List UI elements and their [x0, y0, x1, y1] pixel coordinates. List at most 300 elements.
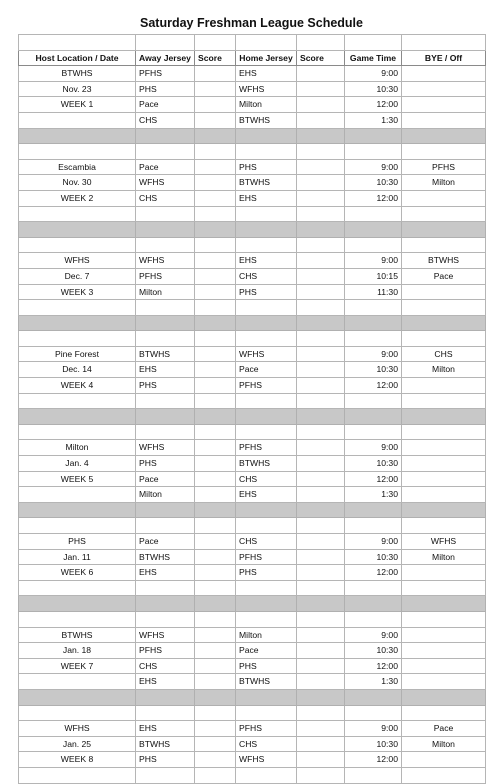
table-row	[19, 175, 486, 191]
separator-cell	[236, 596, 297, 612]
blank-cell	[136, 518, 195, 534]
bye-cell	[402, 284, 486, 300]
blank-cell	[402, 611, 486, 627]
table-row	[19, 378, 486, 394]
blank-row	[19, 611, 486, 627]
header-home: Home Jersey	[236, 50, 297, 66]
table-row	[19, 456, 486, 472]
week-separator	[19, 409, 486, 425]
header-row	[19, 50, 486, 66]
home-jersey-cell: Milton	[236, 97, 297, 113]
table-row	[19, 643, 486, 659]
host-cell	[19, 112, 136, 128]
home-score-cell	[297, 627, 345, 643]
blank-cell	[345, 144, 402, 160]
separator-cell	[345, 128, 402, 144]
bye-cell	[402, 440, 486, 456]
table-row	[19, 362, 486, 378]
week-separator	[19, 502, 486, 518]
away-jersey-cell: PFHS	[136, 268, 195, 284]
blank-cell	[297, 518, 345, 534]
separator-cell	[195, 128, 236, 144]
table-row	[19, 721, 486, 737]
away-score-cell	[195, 721, 236, 737]
table-row	[19, 658, 486, 674]
host-cell	[19, 206, 136, 222]
home-jersey-cell: BTWHS	[236, 112, 297, 128]
separator-cell	[136, 128, 195, 144]
bye-cell: BTWHS	[402, 253, 486, 269]
separator-cell	[19, 596, 136, 612]
away-jersey-cell	[136, 393, 195, 409]
game-time-cell: 10:30	[345, 81, 402, 97]
game-time-cell: 10:30	[345, 456, 402, 472]
separator-cell	[236, 222, 297, 238]
away-jersey-cell: Pace	[136, 471, 195, 487]
separator-cell	[297, 689, 345, 705]
away-jersey-cell: WFHS	[136, 175, 195, 191]
game-time-cell: 9:00	[345, 253, 402, 269]
away-score-cell	[195, 471, 236, 487]
away-score-cell	[195, 767, 236, 783]
away-jersey-cell: BTWHS	[136, 736, 195, 752]
host-cell: WEEK 1	[19, 97, 136, 113]
bye-cell	[402, 66, 486, 82]
header-away: Away Jersey	[136, 50, 195, 66]
separator-cell	[19, 128, 136, 144]
blank-cell	[19, 237, 136, 253]
blank-cell	[345, 424, 402, 440]
table-row	[19, 627, 486, 643]
home-jersey-cell: Pace	[236, 362, 297, 378]
home-score-cell	[297, 393, 345, 409]
host-cell	[19, 580, 136, 596]
away-jersey-cell: PFHS	[136, 643, 195, 659]
separator-cell	[195, 502, 236, 518]
game-time-cell: 9:00	[345, 721, 402, 737]
separator-cell	[345, 315, 402, 331]
blank-cell	[402, 237, 486, 253]
bye-cell	[402, 97, 486, 113]
away-score-cell	[195, 643, 236, 659]
home-jersey-cell: Milton	[236, 627, 297, 643]
home-jersey-cell: PFHS	[236, 721, 297, 737]
blank-cell	[136, 424, 195, 440]
game-time-cell	[345, 393, 402, 409]
blank-cell	[236, 331, 297, 347]
away-jersey-cell: EHS	[136, 674, 195, 690]
host-cell	[19, 767, 136, 783]
home-jersey-cell: PHS	[236, 658, 297, 674]
blank-cell	[195, 144, 236, 160]
away-jersey-cell: Pace	[136, 159, 195, 175]
home-jersey-cell: BTWHS	[236, 175, 297, 191]
bye-cell	[402, 112, 486, 128]
away-score-cell	[195, 534, 236, 550]
schedule-sheet	[18, 12, 485, 784]
host-cell: Jan. 25	[19, 736, 136, 752]
home-score-cell	[297, 206, 345, 222]
away-jersey-cell: Milton	[136, 284, 195, 300]
away-score-cell	[195, 393, 236, 409]
home-score-cell	[297, 81, 345, 97]
away-score-cell	[195, 206, 236, 222]
blank-cell	[402, 424, 486, 440]
header-host: Host Location / Date	[19, 50, 136, 66]
away-score-cell	[195, 736, 236, 752]
separator-cell	[345, 596, 402, 612]
away-jersey-cell: PHS	[136, 752, 195, 768]
blank-cell	[236, 144, 297, 160]
separator-cell	[402, 502, 486, 518]
home-score-cell	[297, 440, 345, 456]
separator-cell	[19, 315, 136, 331]
home-score-cell	[297, 253, 345, 269]
blank-cell	[402, 144, 486, 160]
blank-cell	[195, 331, 236, 347]
table-row	[19, 206, 486, 222]
game-time-cell: 10:30	[345, 549, 402, 565]
separator-cell	[136, 409, 195, 425]
bye-cell	[402, 206, 486, 222]
home-score-cell	[297, 534, 345, 550]
table-row	[19, 471, 486, 487]
away-jersey-cell: PHS	[136, 81, 195, 97]
away-jersey-cell: BTWHS	[136, 346, 195, 362]
blank-cell	[402, 518, 486, 534]
table-row	[19, 767, 486, 783]
game-time-cell: 9:00	[345, 534, 402, 550]
home-jersey-cell: PHS	[236, 284, 297, 300]
separator-cell	[297, 596, 345, 612]
host-cell: WEEK 2	[19, 190, 136, 206]
away-jersey-cell	[136, 767, 195, 783]
bye-cell	[402, 565, 486, 581]
separator-cell	[236, 128, 297, 144]
bye-cell	[402, 393, 486, 409]
home-score-cell	[297, 284, 345, 300]
away-score-cell	[195, 81, 236, 97]
game-time-cell: 12:00	[345, 97, 402, 113]
table-row	[19, 487, 486, 503]
away-jersey-cell: EHS	[136, 565, 195, 581]
game-time-cell: 10:30	[345, 175, 402, 191]
home-score-cell	[297, 580, 345, 596]
away-score-cell	[195, 190, 236, 206]
bye-cell: WFHS	[402, 534, 486, 550]
separator-cell	[345, 222, 402, 238]
host-cell: Dec. 14	[19, 362, 136, 378]
separator-cell	[19, 689, 136, 705]
separator-cell	[236, 315, 297, 331]
blank-cell	[236, 237, 297, 253]
home-score-cell	[297, 66, 345, 82]
bye-cell	[402, 456, 486, 472]
away-score-cell	[195, 549, 236, 565]
away-jersey-cell: PFHS	[136, 66, 195, 82]
separator-cell	[402, 128, 486, 144]
bye-cell: Pace	[402, 268, 486, 284]
away-score-cell	[195, 300, 236, 316]
blank-cell	[236, 518, 297, 534]
home-score-cell	[297, 346, 345, 362]
home-score-cell	[297, 471, 345, 487]
game-time-cell: 9:00	[345, 627, 402, 643]
separator-cell	[136, 502, 195, 518]
blank-row	[19, 237, 486, 253]
away-jersey-cell: PHS	[136, 456, 195, 472]
blank-cell	[236, 424, 297, 440]
week-separator	[19, 128, 486, 144]
table-row	[19, 300, 486, 316]
home-score-cell	[297, 268, 345, 284]
separator-cell	[402, 596, 486, 612]
sheet-title: Saturday Freshman League Schedule	[140, 16, 363, 30]
table-row	[19, 752, 486, 768]
bye-cell: Pace	[402, 721, 486, 737]
away-score-cell	[195, 440, 236, 456]
home-score-cell	[297, 378, 345, 394]
away-jersey-cell: WFHS	[136, 440, 195, 456]
bye-cell	[402, 674, 486, 690]
separator-cell	[136, 689, 195, 705]
separator-cell	[136, 222, 195, 238]
host-cell: Nov. 30	[19, 175, 136, 191]
table-row	[19, 253, 486, 269]
header-score-home: Score	[297, 50, 345, 66]
blank-cell	[402, 331, 486, 347]
game-time-cell	[345, 300, 402, 316]
table-row	[19, 159, 486, 175]
blank-row	[19, 424, 486, 440]
home-jersey-cell: PHS	[236, 159, 297, 175]
game-time-cell: 1:30	[345, 112, 402, 128]
bye-cell: CHS	[402, 346, 486, 362]
bye-cell	[402, 643, 486, 659]
bye-cell	[402, 190, 486, 206]
host-cell: WEEK 5	[19, 471, 136, 487]
home-score-cell	[297, 300, 345, 316]
table-row	[19, 97, 486, 113]
blank-row	[19, 518, 486, 534]
home-jersey-cell	[236, 580, 297, 596]
home-score-cell	[297, 190, 345, 206]
separator-cell	[297, 222, 345, 238]
table-row	[19, 393, 486, 409]
game-time-cell: 12:00	[345, 565, 402, 581]
home-score-cell	[297, 767, 345, 783]
blank-cell	[195, 611, 236, 627]
host-cell: Pine Forest	[19, 346, 136, 362]
blank-cell	[345, 518, 402, 534]
separator-cell	[136, 315, 195, 331]
home-jersey-cell: WFHS	[236, 346, 297, 362]
home-jersey-cell: EHS	[236, 487, 297, 503]
separator-cell	[136, 596, 195, 612]
table-row	[19, 440, 486, 456]
home-score-cell	[297, 159, 345, 175]
blank-cell	[19, 611, 136, 627]
host-cell: WEEK 8	[19, 752, 136, 768]
host-cell	[19, 393, 136, 409]
separator-cell	[195, 409, 236, 425]
bye-cell	[402, 767, 486, 783]
header-time: Game Time	[345, 50, 402, 66]
away-score-cell	[195, 66, 236, 82]
home-score-cell	[297, 549, 345, 565]
week-separator	[19, 689, 486, 705]
host-cell: Jan. 4	[19, 456, 136, 472]
home-jersey-cell: CHS	[236, 471, 297, 487]
table-row	[19, 534, 486, 550]
game-time-cell: 12:00	[345, 658, 402, 674]
blank-cell	[19, 518, 136, 534]
header-bye: BYE / Off	[402, 50, 486, 66]
table-row	[19, 268, 486, 284]
home-jersey-cell	[236, 300, 297, 316]
home-jersey-cell: EHS	[236, 190, 297, 206]
host-cell: WEEK 3	[19, 284, 136, 300]
table-row	[19, 112, 486, 128]
game-time-cell: 9:00	[345, 66, 402, 82]
bye-cell: Milton	[402, 736, 486, 752]
home-score-cell	[297, 721, 345, 737]
away-jersey-cell: EHS	[136, 362, 195, 378]
home-score-cell	[297, 658, 345, 674]
bye-cell	[402, 752, 486, 768]
blank-cell	[297, 611, 345, 627]
week-separator	[19, 596, 486, 612]
game-time-cell: 10:30	[345, 362, 402, 378]
away-jersey-cell: CHS	[136, 190, 195, 206]
separator-cell	[195, 222, 236, 238]
game-time-cell	[345, 580, 402, 596]
home-score-cell	[297, 565, 345, 581]
separator-cell	[195, 596, 236, 612]
bye-cell	[402, 487, 486, 503]
table-row	[19, 565, 486, 581]
blank-cell	[297, 424, 345, 440]
away-score-cell	[195, 346, 236, 362]
bye-cell: Milton	[402, 362, 486, 378]
away-jersey-cell	[136, 580, 195, 596]
blank-cell	[297, 144, 345, 160]
home-score-cell	[297, 487, 345, 503]
game-time-cell: 12:00	[345, 190, 402, 206]
schedule-table	[18, 34, 486, 784]
game-time-cell: 11:30	[345, 284, 402, 300]
separator-cell	[195, 315, 236, 331]
away-score-cell	[195, 487, 236, 503]
away-jersey-cell: Pace	[136, 534, 195, 550]
blank-cell	[236, 705, 297, 721]
week-separator	[19, 315, 486, 331]
table-row	[19, 190, 486, 206]
home-jersey-cell	[236, 206, 297, 222]
game-time-cell	[345, 206, 402, 222]
away-jersey-cell	[136, 300, 195, 316]
host-cell: BTWHS	[19, 627, 136, 643]
host-cell: BTWHS	[19, 66, 136, 82]
blank-cell	[297, 237, 345, 253]
home-jersey-cell: WFHS	[236, 752, 297, 768]
blank-row	[19, 331, 486, 347]
away-score-cell	[195, 627, 236, 643]
separator-cell	[297, 128, 345, 144]
home-score-cell	[297, 674, 345, 690]
table-row	[19, 81, 486, 97]
host-cell: Dec. 7	[19, 268, 136, 284]
separator-cell	[345, 409, 402, 425]
table-row	[19, 284, 486, 300]
bye-cell	[402, 471, 486, 487]
host-cell: WFHS	[19, 253, 136, 269]
blank-cell	[136, 611, 195, 627]
away-score-cell	[195, 97, 236, 113]
away-score-cell	[195, 284, 236, 300]
home-score-cell	[297, 362, 345, 378]
bye-cell: PFHS	[402, 159, 486, 175]
host-cell	[19, 300, 136, 316]
home-jersey-cell	[236, 393, 297, 409]
away-jersey-cell: Pace	[136, 97, 195, 113]
host-cell: PHS	[19, 534, 136, 550]
game-time-cell: 1:30	[345, 487, 402, 503]
away-score-cell	[195, 752, 236, 768]
home-jersey-cell: BTWHS	[236, 456, 297, 472]
away-jersey-cell: PHS	[136, 378, 195, 394]
away-score-cell	[195, 658, 236, 674]
separator-cell	[19, 502, 136, 518]
separator-cell	[236, 689, 297, 705]
host-cell: WEEK 7	[19, 658, 136, 674]
home-score-cell	[297, 643, 345, 659]
bye-cell	[402, 658, 486, 674]
blank-cell	[136, 705, 195, 721]
host-cell	[19, 674, 136, 690]
away-score-cell	[195, 456, 236, 472]
home-score-cell	[297, 456, 345, 472]
blank-cell	[297, 705, 345, 721]
bye-cell: Milton	[402, 549, 486, 565]
blank-cell	[236, 611, 297, 627]
separator-cell	[236, 409, 297, 425]
away-score-cell	[195, 175, 236, 191]
blank-cell	[195, 705, 236, 721]
blank-row	[19, 144, 486, 160]
week-separator	[19, 222, 486, 238]
away-score-cell	[195, 674, 236, 690]
bye-cell	[402, 580, 486, 596]
game-time-cell: 1:30	[345, 674, 402, 690]
separator-cell	[402, 222, 486, 238]
separator-cell	[345, 689, 402, 705]
away-jersey-cell: CHS	[136, 658, 195, 674]
home-score-cell	[297, 97, 345, 113]
blank-cell	[195, 518, 236, 534]
table-row	[19, 674, 486, 690]
away-score-cell	[195, 253, 236, 269]
home-jersey-cell	[236, 767, 297, 783]
separator-cell	[195, 689, 236, 705]
home-score-cell	[297, 112, 345, 128]
blank-cell	[345, 331, 402, 347]
header-score-away: Score	[195, 50, 236, 66]
separator-cell	[236, 502, 297, 518]
separator-cell	[402, 689, 486, 705]
blank-cell	[297, 331, 345, 347]
blank-cell	[19, 144, 136, 160]
